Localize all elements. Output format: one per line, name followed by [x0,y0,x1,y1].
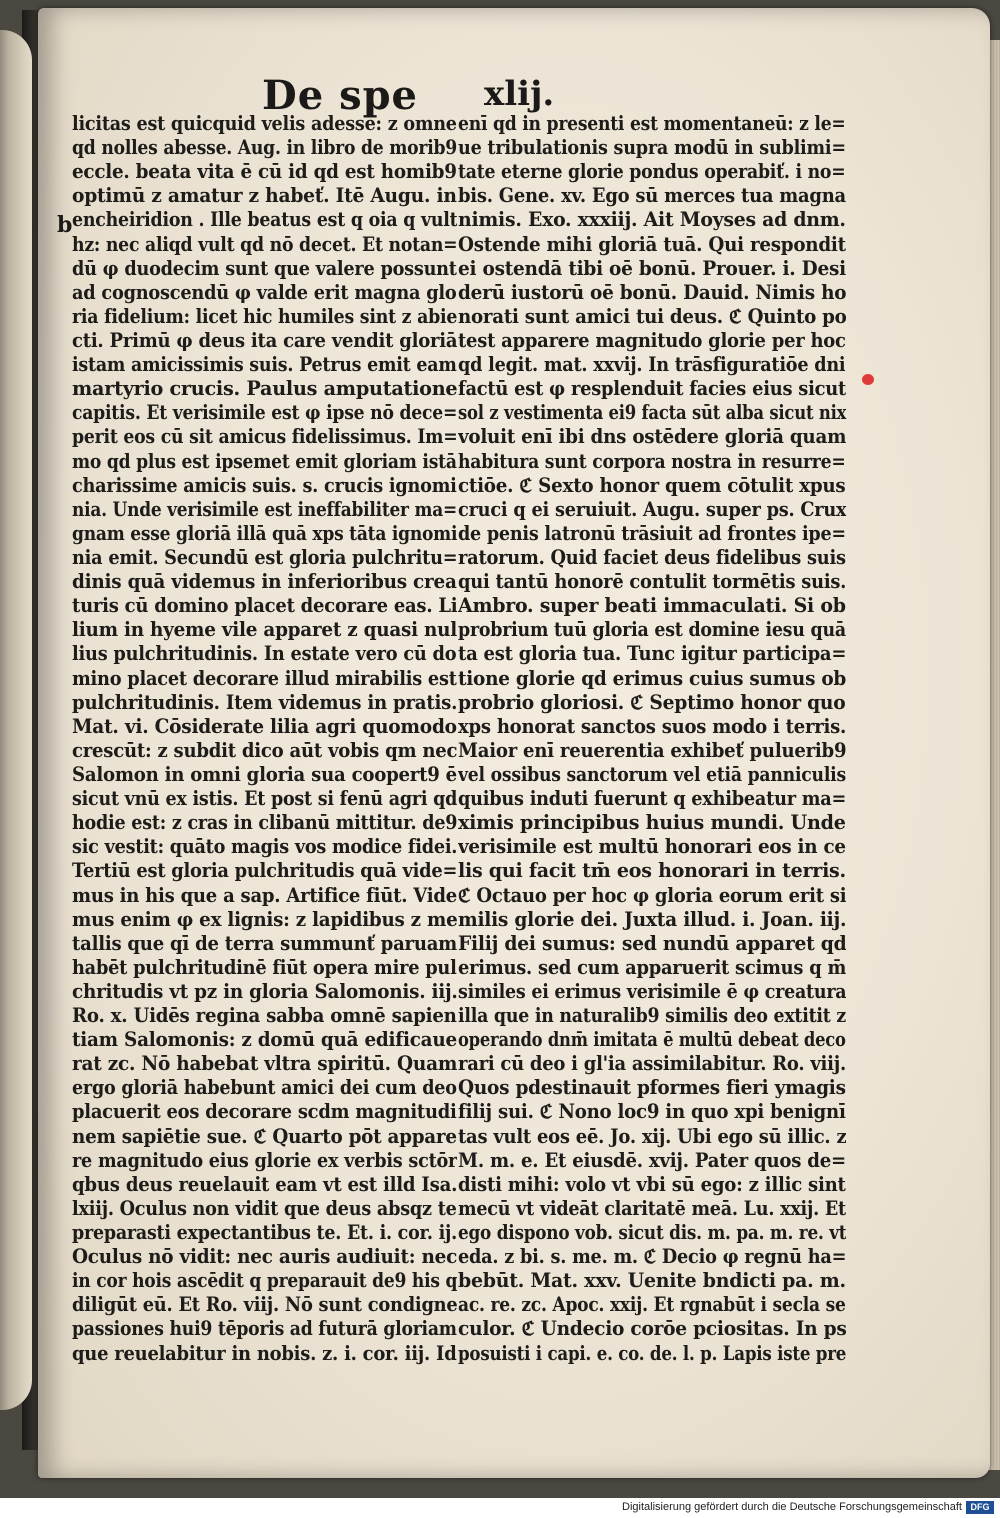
text-line: Salomon in omni gloria sua coopert9 ē [72,762,457,786]
text-line: illa que in naturalib9 similis deo extitit z [458,1004,846,1028]
text-line: Maior enī reuerentia exhibeť puluerib9 [458,738,847,762]
text-line: nimis. Exo. xxxiij. Ait Moyses ad dnm. [458,208,846,232]
text-line: sicut vnū ex istis. Et post si fenū agri qd [72,787,457,811]
text-line: voluit enī ibi dns ostēdere gloriā quam [458,425,846,449]
text-line: martyrio crucis. Paulus amputatione [72,377,457,401]
text-line: optimū z amatur z habeť. Itē Augu. in [72,184,457,208]
text-line: capitis. Et verisimile est φ ipse nō dece= [72,401,457,425]
text-line: tate eterne glorie pondus operabiť. i no= [458,160,846,184]
text-line: bebūt. Mat. xxv. Uenite bndicti pa. m. [458,1269,846,1293]
text-line: de penis latronū trāsiuit ad frontes ipe= [458,521,846,545]
text-line: derū iustorū oē bonū. Dauid. Nimis ho [458,280,846,304]
text-line: norati sunt amici tui deus. ℭ Quinto po [458,304,847,328]
text-column-left [72,112,457,1366]
text-line: erimus. sed cum apparuerit scimus q m̄ [458,955,846,979]
text-line: mus in his que a sap. Artifice fiūt. Vide [72,883,457,907]
text-line: turis cū domino placet decorare eas. Li [72,594,458,618]
text-line: operando dnm̄ imitata ē multū debeat deco [458,1028,846,1052]
text-line: perit eos cū sit amicus fidelissimus. Im= [72,425,458,449]
text-line: nia. Unde verisimile est ineffabiliter ma= [72,497,457,521]
text-line: ria fidelium: licet hic humiles sint z abie [72,304,458,328]
text-line: hodie est: z cras in clibanū mittitur. de9 [72,811,457,835]
text-line: Ambro. super beati immaculati. Si ob [458,594,846,618]
text-line: ximis principibus huius mundi. Unde [458,811,846,835]
text-line: dinis quā videmus in inferioribus crea [72,570,457,594]
text-line: passiones hui9 tēporis ad futurā gloriam [72,1317,457,1341]
text-line: istam amicissimis suis. Petrus emit eam [72,353,457,377]
text-line: factū est φ resplenduit facies eius sicut [458,377,846,401]
text-line: test apparere magnitudo glorie per hoc [458,328,846,352]
text-line: preparasti expectantibus te. Et. i. cor. ij. [72,1221,457,1245]
text-line: habitura sunt corpora nostra in resurre= [458,449,846,473]
text-line: lis qui facit tm̄ eos honorari in terris. [458,859,846,883]
text-line: qui tantū honorē contulit tormētis suis. [458,570,846,594]
text-line: chritudis vt pz in gloria Salomonis. iij. [72,979,458,1003]
text-line: ac. re. zc. Apoc. xxij. Et rgnabūt i secla se [458,1293,846,1317]
text-line: verisimile est multū honorari eos in ce [458,835,846,859]
text-line: probrio gloriosi. ℭ Septimo honor quo [458,690,846,714]
text-line: placuerit eos decorare scdm magnitudi [72,1100,457,1124]
text-line: Mat. vi. Cōsiderate lilia agri quomodo [72,714,457,738]
text-line: lxiij. Oculus non vidit que deus absqz te [72,1196,457,1220]
text-line: hz: nec aliqd vult qd nō decet. Et notan= [72,232,458,256]
text-line: eda. z bi. s. me. m. ℭ Decio φ regnū ha= [458,1245,847,1269]
text-line: ctiōe. ℭ Sexto honor quem cōtulit xpus [458,473,846,497]
text-line: Filij dei sumus: sed nundū apparet qd [458,931,847,955]
text-line: cti. Primū φ deus ita care vendit gloriā [72,328,457,352]
text-line: mo qd plus est ipsemet emit gloriam istā [72,449,457,473]
text-line: probrium tuū gloria est domine iesu quā [458,618,846,642]
text-line: enī qd in presenti est momentaneū: z le= [458,112,846,135]
text-line: ego dispono vob. sicut dis. m. pa. m. re. vt [458,1221,847,1245]
text-line: pulchritudinis. Item videmus in pratis. [72,690,458,714]
footer-credit: Digitalisierung gefördert durch die Deutsche Forschungsgemeinschaft [622,1501,962,1513]
text-line: vel ossibus sanctorum vel etiā panniculis [458,762,846,786]
text-line: tas vult eos eē. Jo. xij. Ubi ego sū illic. z [458,1124,847,1148]
text-line: lius pulchritudinis. In estate vero cū do [72,642,457,666]
text-line: sic vestit: quāto magis vos modice fidei. [72,835,458,859]
text-line: ta est gloria tua. Tunc igitur participa= [458,642,846,666]
text-line: rari cū deo i gl'ia assimilabitur. Ro. viij. [458,1052,846,1076]
text-line: sol z vestimenta ei9 facta sūt alba sicut nix [458,401,847,425]
text-line: in cor hois ascēdit q preparauit de9 his q [72,1269,457,1293]
text-line: bis. Gene. xv. Ego sū merces tua magna [458,184,846,208]
text-line: nia emit. Secundū est gloria pulchritu= [72,545,457,569]
folio-number: xlij. [484,74,555,114]
text-line: eccle. beata vita ē cū id qd est homib9 [72,160,457,184]
red-ink-spot [862,374,874,385]
text-line: posuisti i capi. e. co. de. l. p. Lapis iste pre [458,1341,846,1365]
text-line: milis glorie dei. Juxta illud. i. Joan. iij. [458,907,846,931]
text-line: Quos pdestinauit pformes fieri ymagis [458,1076,846,1100]
text-line: ue tribulationis supra modū in sublimi= [458,136,846,160]
text-line: dū φ duodecim sunt que valere possunt [72,256,457,280]
text-line: mus enim φ ex lignis: z lapidibus z me [72,907,458,931]
text-line: tallis que qī de terra summunť paruam [72,931,457,955]
text-line: ad cognoscendū φ valde erit magna glo [72,280,457,304]
text-line: filij sui. ℭ Nono loc9 in quo xpi benignī [458,1100,846,1124]
text-line: nem sapiētie sue. ℭ Quarto pōt appare [72,1124,457,1148]
text-line: Tertiū est gloria pulchritudis quā vide= [72,859,458,883]
text-line: ergo gloriā habebunt amici dei cum deo [72,1076,457,1100]
dfg-logo: DFG [966,1501,994,1514]
text-line: mecū vt videāt claritatē meā. Lu. xxij. Et [458,1196,846,1220]
facing-page-edge [0,30,32,1410]
text-line: qbus deus reuelauit eam vt est illd Isa. [72,1172,458,1196]
text-line: encheiridion . Ille beatus est q oia q vult [72,208,458,232]
text-line: disti mihi: volo vt vbi sū ego: z illic sint [458,1172,846,1196]
text-line: ratorum. Quid faciet deus fidelibus suis [458,545,846,569]
running-header-left: De spe [262,72,418,119]
text-line: re magnitudo eius glorie ex verbis sctōr [72,1148,458,1172]
text-line: Oculus nō vidit: nec auris audiuit: nec [72,1245,457,1269]
text-column-right [458,112,846,1366]
text-line: M. m. e. Et eiusdē. xvij. Pater quos de= [458,1148,846,1172]
text-line: tiam Salomonis: z domū quā edificaue [72,1028,457,1052]
text-line: Ostende mihi gloriā tuā. Qui respondit [458,232,846,256]
text-line: xps honorat sanctos suos modo i terris. [458,714,846,738]
text-line: licitas est quicquid velis adesse: z omne [72,112,457,135]
text-line: ei ostendā tibi oē bonū. Prouer. i. Desi [458,256,846,280]
text-line: cruci q ei seruiuit. Augu. super ps. Crux [458,497,847,521]
text-line: Ro. x. Uidēs regina sabba omnē sapien [72,1004,457,1028]
text-line: qd legit. mat. xxvij. In trāsfiguratiōe dni [458,353,846,377]
text-line: tione glorie qd erimus cuius sumus ob [458,666,846,690]
text-line: mino placet decorare illud mirabilis est [72,666,457,690]
text-line: lium in hyeme vile apparet z quasi nul [72,618,458,642]
text-line: quibus induti fuerunt q exhibeatur ma= [458,787,847,811]
text-line: ℭ Octauo per hoc φ gloria eorum erit si [458,883,846,907]
text-line: gnam esse gloriā illā quā xps tāta ignomi [72,521,457,545]
margin-section-letter: b [57,212,73,238]
text-line: habēt pulchritudinē fiūt opera mire pul [72,955,457,979]
text-line: rat zc. Nō habebat vltra spiritū. Quam [72,1052,458,1076]
text-line: similes ei erimus verisimile ē φ creatura [458,979,847,1003]
text-line: que reuelabitur in nobis. z. i. cor. iij. Id [72,1341,457,1365]
text-line: qd nolles abesse. Aug. in libro de morib9 [72,136,457,160]
text-line: culor. ℭ Undecio corōe pciositas. In ps [458,1317,847,1341]
text-line: charissime amicis suis. s. crucis ignomi [72,473,457,497]
text-line: diligūt eū. Et Ro. viij. Nō sunt condigne [72,1293,458,1317]
text-line: crescūt: z subdit dico aūt vobis qm nec [72,738,457,762]
